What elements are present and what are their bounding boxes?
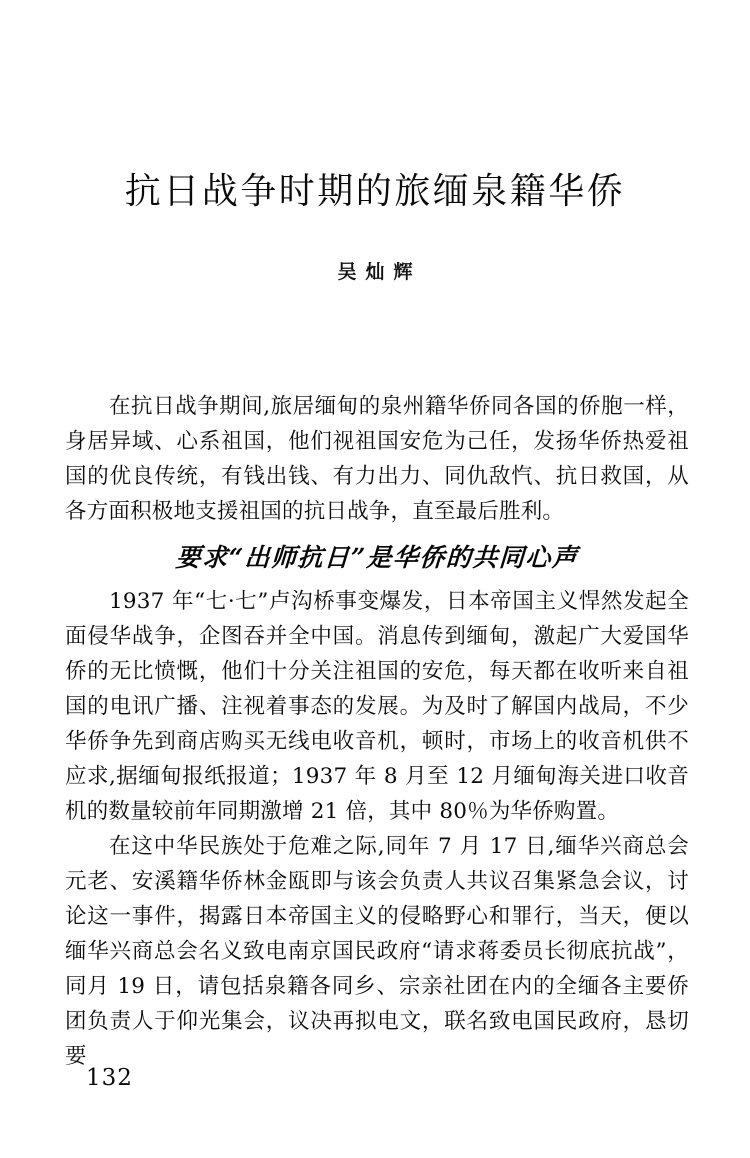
paragraph: 1937 年“七·七”卢沟桥事变爆发，日本帝国主义悍然发起全面侵华战争，企图吞并全中国。消息传到缅甸，激起广大爱国华侨的无比愤慨，他们十分关注祖国的安危，每天都在收听来自祖国的电讯广播、注视着事态的发展。为及时了解国内战局，不少华侨争先到商店购买无线电收音机，顿时，市场上的收音机供不应求,据缅甸报纸报道；1937 年 8 月至 12 月缅甸海关进口收音机的数量较前年同期激增 21 倍，其中 80％为华侨购置。 [65, 589, 689, 824]
article-body [65, 389, 689, 1074]
paragraph: 在抗日战争期间,旅居缅甸的泉州籍华侨同各国的侨胞一样，身居异域、心系祖国，他们视祖国安危为己任，发扬华侨热爱祖国的优良传统，有钱出钱、有力出力、同仇敌忾、抗日救国，从各方面积极地支援祖国的抗日战争，直至最后胜利。 [65, 394, 689, 524]
paragraph: 在这中华民族处于危难之际,同年 7 月 17 日,缅华兴商总会元老、安溪籍华侨林金瓯即与该会负责人共议召集紧急会议，讨论这一事件，揭露日本帝国主义的侵略野心和罪行，当天，便以缅华兴商总会名义致电南京国民政府“请求蒋委员长彻底抗战”，同月 19 日，请包括泉籍各同乡、宗亲社团在内的全缅各主要侨团负责人于仰光集会，议决再拟电文，联名致电国民政府，恳切要 [65, 834, 689, 1069]
section-heading: 要求“出师抗日”是华侨的共同心声 [174, 543, 580, 572]
page-number: 132 [86, 1065, 133, 1091]
page-title: 抗日战争时期的旅缅泉籍华侨 [124, 171, 626, 213]
author-byline: 吴灿辉 [337, 261, 422, 283]
